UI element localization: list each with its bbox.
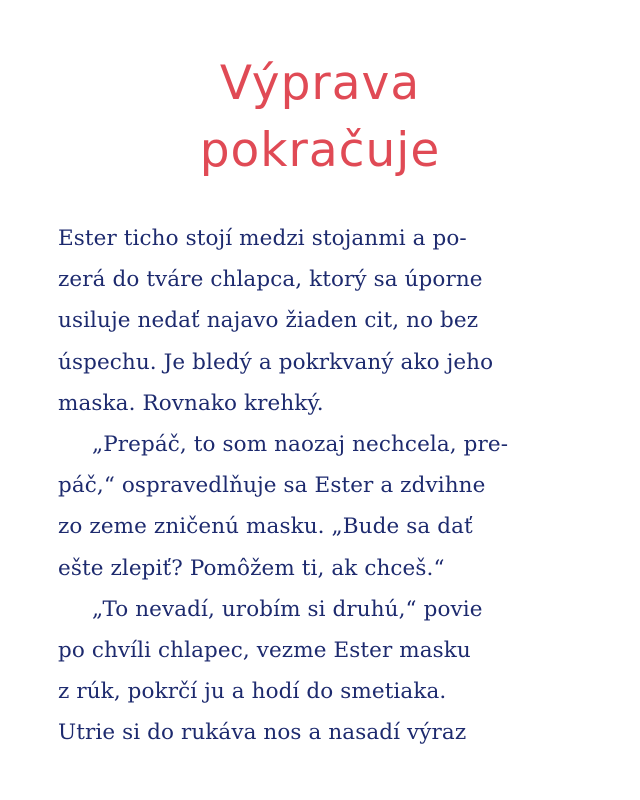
text-line: ešte zlepiť? Pomôžem ti, ak chceš.“	[58, 555, 445, 581]
text-line: po chvíli chlapec, vezme Ester masku	[58, 638, 471, 664]
chapter-title-line-2: pokračuje	[199, 123, 441, 178]
text-line: Ester ticho stojí medzi stojanmi a po-	[58, 226, 467, 251]
text-line: Utrie si do rukáva nos a nasadí výraz	[58, 720, 467, 746]
text-line: usiluje nedať najavo žiaden cit, no bez	[58, 308, 479, 334]
chapter-title	[0, 50, 640, 184]
text-line: zerá do tváre chlapca, ktorý sa úporne	[58, 267, 483, 293]
text-line: páč,“ ospravedlňuje sa Ester a zdvihne	[58, 473, 486, 499]
text-line-paragraph-start: „To nevadí, urobím si druhú,“ povie	[92, 596, 483, 622]
text-line: zo zeme zničenú masku. „Bude sa dať	[58, 514, 473, 540]
text-line-paragraph-start: „Prepáč, to som naozaj nechcela, pre-	[92, 432, 509, 458]
chapter-title-line-1: Výprava	[219, 56, 421, 111]
text-line: maska. Rovnako krehký.	[58, 390, 324, 416]
text-line: úspechu. Je bledý a pokrkvaný ako jeho	[58, 349, 494, 375]
body-text	[58, 218, 598, 754]
text-line: z rúk, pokrčí ju a hodí do smetiaka.	[58, 679, 447, 705]
